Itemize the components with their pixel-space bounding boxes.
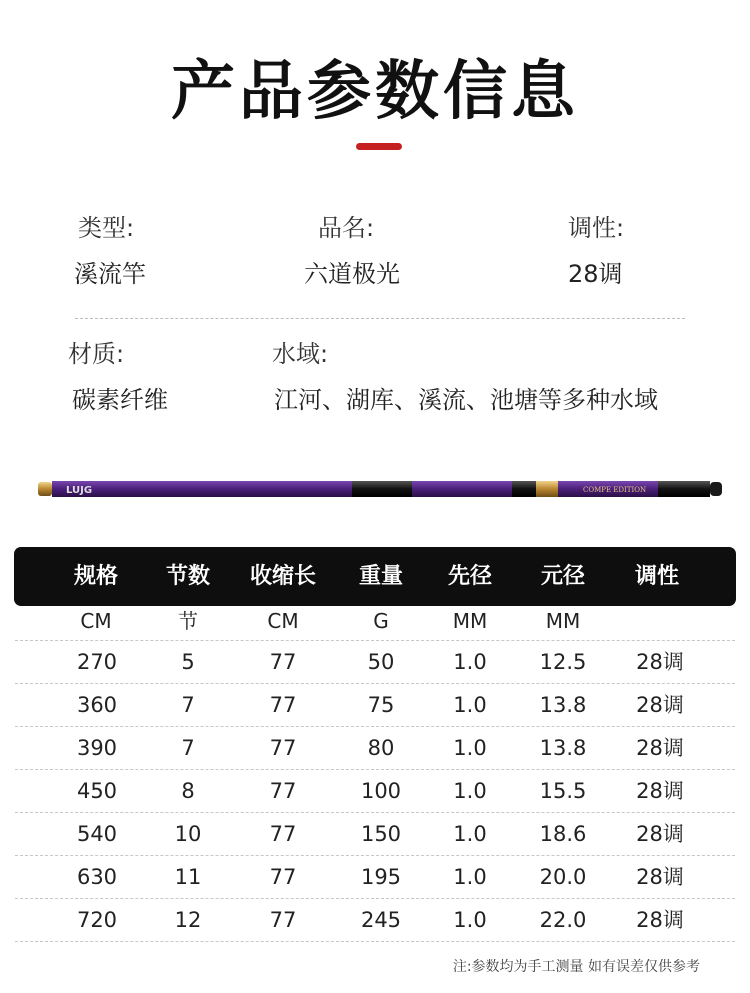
table-cell: 20.0 xyxy=(539,865,587,889)
table-cell: 8 xyxy=(181,779,195,803)
table-cell: 390 xyxy=(76,736,118,760)
material-label: 材质: xyxy=(68,340,125,368)
table-cell: 77 xyxy=(269,693,297,717)
material-value: 碳素纤维 xyxy=(72,386,168,414)
table-cell: 1.0 xyxy=(453,693,487,717)
table-cell: 10 xyxy=(174,822,202,846)
row-divider xyxy=(15,726,735,727)
table-cell: 50 xyxy=(367,650,395,674)
table-cell: 630 xyxy=(76,865,118,889)
table-cell: 5 xyxy=(181,650,195,674)
row-divider xyxy=(15,898,735,899)
svg-text:LUJG: LUJG xyxy=(66,485,93,496)
unit-tip-diameter: MM xyxy=(452,609,488,633)
header-weight: 重量 xyxy=(358,564,403,589)
table-cell: 1.0 xyxy=(453,908,487,932)
table-cell: 11 xyxy=(174,865,202,889)
type-value: 溪流竿 xyxy=(74,260,146,288)
table-cell: 77 xyxy=(269,736,297,760)
table-cell: 28调 xyxy=(636,736,684,760)
table-cell: 12 xyxy=(174,908,202,932)
table-cell: 77 xyxy=(269,865,297,889)
water-label: 水域: xyxy=(272,340,329,368)
table-cell: 77 xyxy=(269,908,297,932)
header-sections: 节数 xyxy=(165,564,210,589)
spec-table-header xyxy=(14,547,736,606)
table-cell: 150 xyxy=(360,822,402,846)
table-cell: 77 xyxy=(269,779,297,803)
table-cell: 28调 xyxy=(636,822,684,846)
table-cell: 720 xyxy=(76,908,118,932)
tone-value: 28调 xyxy=(568,260,623,288)
info-divider xyxy=(75,318,685,319)
water-value: 江河、湖库、溪流、池塘等多种水域 xyxy=(274,386,658,414)
table-cell: 77 xyxy=(269,650,297,674)
table-cell: 15.5 xyxy=(539,779,587,803)
header-action: 调性 xyxy=(634,564,679,589)
unit-butt-diameter: MM xyxy=(545,609,581,633)
header-butt-diameter: 元径 xyxy=(540,564,585,589)
table-cell: 7 xyxy=(181,736,195,760)
page-title: 产品参数信息 xyxy=(171,55,579,129)
table-cell: 28调 xyxy=(636,693,684,717)
header-tip-diameter: 先径 xyxy=(447,564,492,589)
table-cell: 7 xyxy=(181,693,195,717)
row-divider xyxy=(15,855,735,856)
row-divider xyxy=(15,683,735,684)
table-cell: 1.0 xyxy=(453,779,487,803)
table-cell: 270 xyxy=(76,650,118,674)
footnote: 注:参数均为手工测量 如有误差仅供参考 xyxy=(452,959,700,975)
table-cell: 12.5 xyxy=(539,650,587,674)
table-cell: 28调 xyxy=(636,650,684,674)
title-accent-bar xyxy=(356,143,402,150)
table-cell: 22.0 xyxy=(539,908,587,932)
table-cell: 80 xyxy=(367,736,395,760)
row-divider xyxy=(15,769,735,770)
table-cell: 18.6 xyxy=(539,822,587,846)
fishing-rod-image xyxy=(38,478,722,500)
table-cell: 77 xyxy=(269,822,297,846)
table-cell: 1.0 xyxy=(453,650,487,674)
table-cell: 75 xyxy=(367,693,395,717)
table-cell: 450 xyxy=(76,779,118,803)
row-divider xyxy=(15,812,735,813)
unit-sections: 节 xyxy=(178,609,198,633)
row-divider xyxy=(15,941,735,942)
svg-text:COMPE EDITION: COMPE EDITION xyxy=(583,486,647,494)
table-cell: 13.8 xyxy=(539,693,587,717)
table-cell: 1.0 xyxy=(453,822,487,846)
type-label: 类型: xyxy=(78,214,135,242)
table-cell: 100 xyxy=(360,779,402,803)
table-cell: 360 xyxy=(76,693,118,717)
name-label: 品名: xyxy=(318,214,375,242)
table-cell: 245 xyxy=(360,908,402,932)
table-cell: 28调 xyxy=(636,908,684,932)
table-cell: 195 xyxy=(360,865,402,889)
table-cell: 13.8 xyxy=(539,736,587,760)
table-cell: 28调 xyxy=(636,779,684,803)
unit-weight: G xyxy=(373,609,389,633)
tone-label: 调性: xyxy=(568,214,625,242)
unit-collapsed-length: CM xyxy=(267,609,299,633)
row-divider xyxy=(15,640,735,641)
table-cell: 540 xyxy=(76,822,118,846)
table-cell: 1.0 xyxy=(453,865,487,889)
header-collapsed-length: 收缩长 xyxy=(249,564,316,589)
unit-spec: CM xyxy=(80,609,112,633)
name-value: 六道极光 xyxy=(304,260,400,288)
table-cell: 1.0 xyxy=(453,736,487,760)
header-spec: 规格 xyxy=(73,564,118,589)
table-cell: 28调 xyxy=(636,865,684,889)
